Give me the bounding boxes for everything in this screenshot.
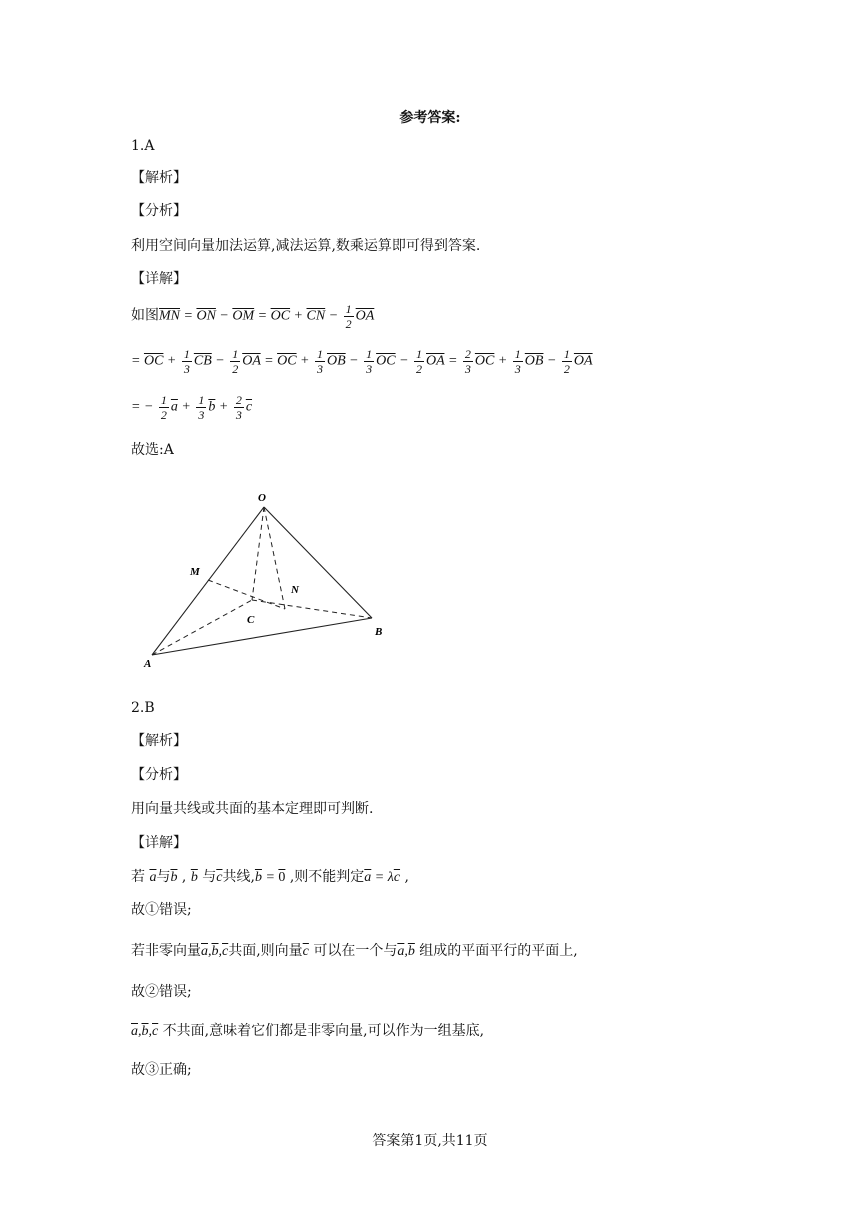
q2-l1-c: , <box>181 869 187 885</box>
label-M: M <box>190 566 200 578</box>
page-footer: 答案第1页,共11页 <box>372 1133 488 1149</box>
q2-l1-g: , <box>404 869 409 885</box>
q1-answer: 1.A <box>131 138 155 154</box>
q1-choice: 故选:A <box>131 442 174 458</box>
q2-line-2: 若非零向量$\overline{a},\overline{b},\overline{c}$共面,则向量$\overline{c}$ 可以在一个与$\overline{a},\overline{b}$ 组成的平面平行的平面上, <box>131 943 578 959</box>
q2-analysis-tag: 【解析】 <box>131 733 187 749</box>
q2-line-3: $\overline{a},\overline{b},\overline{c}$ 不共面,意味着它们都是非零向量,可以作为一组基底, <box>131 1023 485 1039</box>
q2-conclusion-2: 故②错误; <box>131 984 192 1000</box>
q2-l1-a: 若 <box>131 869 145 885</box>
q2-conclusion-1: 故①错误; <box>131 902 192 918</box>
edge-OA <box>152 507 264 655</box>
q2-fenxi-tag: 【分析】 <box>131 767 187 783</box>
segment-ON <box>264 507 285 609</box>
label-A: A <box>144 658 152 670</box>
segment-MN <box>208 580 285 609</box>
q2-l2-d: 组成的平面平行的平面上, <box>419 943 578 959</box>
q2-line-1: 若 $\overline{a}$与$\overline{b}$ , $\overline{b}$ 与$\overline{c}$共线$,\overline{b} = 0$ ,则不能判定$\overline{a} = \lambda\overline{c}$ , <box>131 869 409 885</box>
q2-l2-a: 若非零向量 <box>131 943 201 959</box>
q2-detail-tag: 【详解】 <box>131 835 187 851</box>
q2-l2-c: 可以在一个与 <box>313 943 398 959</box>
q1-equation-1: 如图$\overline{MN} = \overline{ON} - \overline{OM} = \overline{OC} + \overline{CN}$ − $\frac{1}{2}$ $\overline{OA}$ <box>131 302 375 331</box>
label-N: N <box>291 584 299 596</box>
q2-conclusion-3: 故③正确; <box>131 1062 192 1078</box>
label-B: B <box>375 626 383 638</box>
q1-fenxi-text: 利用空间向量加法运算,减法运算,数乘运算即可得到答案. <box>131 238 481 254</box>
label-O: O <box>258 492 266 504</box>
q1-fenxi-tag: 【分析】 <box>131 203 187 219</box>
q2-l3: 不共面,意味着它们都是非零向量,可以作为一组基底, <box>162 1023 485 1039</box>
tetrahedron-figure <box>140 485 390 670</box>
q2-answer: 2.B <box>131 700 155 716</box>
q1-detail-tag: 【详解】 <box>131 271 187 287</box>
label-C: C <box>247 614 255 626</box>
page-title: 参考答案: <box>399 110 461 126</box>
q1-equation-2: = $\overline{OC}$ + $\frac{1}{3}$ $\overline{CB}$ − $\frac{1}{2}$ $\overline{OA} = \overline{OC}$ + $\frac{1}{3}$ $\overline{OB}$ − $\frac{1}{3}$ $\overline{OC}$ − $\frac{1}{2}$ $\overline{OA}$ = $\frac{2}{3}$ $\overline{OC}$ + $\frac{1}{3}$ $\overline{OB}$ − $\frac{1}{2}$ $\overline{OA}$ <box>131 347 593 376</box>
q1-analysis-tag: 【解析】 <box>131 170 187 186</box>
q2-l1-e: 共线, <box>222 869 255 885</box>
edge-OB <box>264 507 372 618</box>
q2-l1-b: 与 <box>156 869 171 885</box>
edge-CB <box>252 600 372 618</box>
q1-eq-prefix: 如图 <box>131 308 159 324</box>
q2-l2-b: 共面,则向量 <box>228 943 303 959</box>
q2-fenxi-text: 用向量共线或共面的基本定理即可判断. <box>131 801 374 817</box>
q2-l1-f: ,则不能判定 <box>289 869 365 885</box>
q1-equation-3: = − $\frac{1}{2}$ $\overline{a}$ + $\frac{1}{3}$ $\overline{b}$ + $\frac{2}{3}$ $\overline{c}$ <box>131 393 253 422</box>
q2-l1-d: 与 <box>202 869 217 885</box>
